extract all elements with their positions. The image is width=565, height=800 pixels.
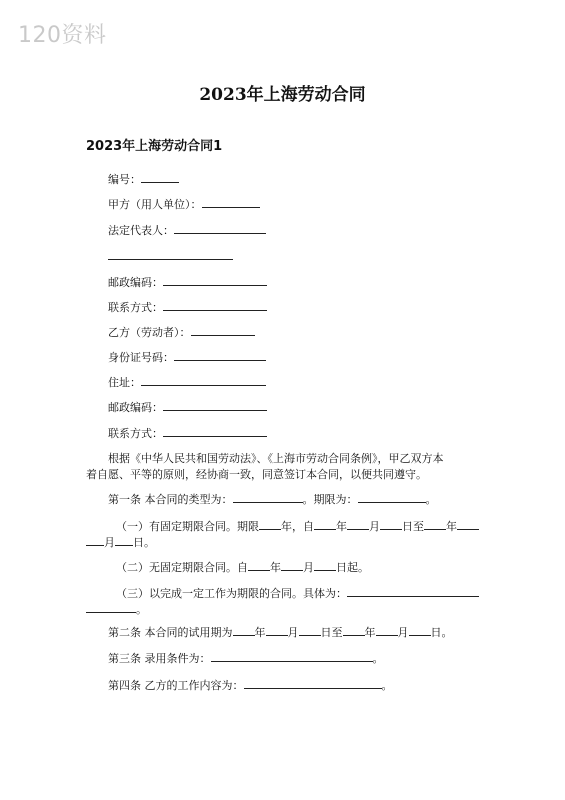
task-term-line-2 — [86, 601, 147, 618]
field-id-number-label: 身份证号码： — [108, 351, 174, 364]
field-address-label: 住址： — [108, 376, 141, 389]
field-address-blank — [141, 374, 266, 386]
fixed-end-month-blank-a — [457, 518, 479, 530]
field-number — [108, 171, 179, 188]
task-term-line-1 — [116, 585, 479, 602]
field-party-b-blank — [191, 324, 255, 336]
article-1 — [108, 491, 437, 508]
preamble-line-1: 根据《中华人民共和国劳动法》、《上海市劳动合同条例》，甲乙双方本 — [108, 452, 444, 465]
fixed-start-day-to: 日至 — [402, 520, 424, 533]
field-contact-b-label: 联系方式： — [108, 427, 163, 440]
article-2-label: 第二条 本合同的试用期为 — [108, 626, 233, 639]
open-start-month-unit: 月 — [303, 561, 314, 574]
article-4-label: 第四条 乙方的工作内容为： — [108, 679, 244, 692]
field-address — [108, 374, 266, 391]
open-start-year-unit: 年 — [270, 561, 281, 574]
task-term-blank-a — [347, 585, 479, 597]
article-3-label: 第三条 录用条件为： — [108, 652, 211, 665]
field-party-a-label: 甲方（用人单位）： — [108, 198, 202, 211]
open-start-day-blank — [314, 559, 336, 571]
article-1-term-blank — [358, 491, 426, 503]
probation-start-day-to: 日至 — [320, 626, 343, 639]
field-postcode-a — [108, 274, 267, 291]
fixed-start-year-blank — [314, 518, 336, 530]
field-postcode-a-label: 邮政编码： — [108, 276, 163, 289]
article-1-term-label: 。期限为： — [302, 493, 358, 506]
task-term-blank-b — [86, 601, 136, 613]
fixed-start-month-blank — [347, 518, 369, 530]
probation-end-month-unit: 月 — [397, 626, 409, 639]
open-term-label: （二）无固定期限合同。自 — [116, 561, 248, 574]
field-id-number-blank — [174, 349, 266, 361]
field-postcode-b-blank — [163, 399, 267, 411]
article-4 — [108, 677, 393, 694]
fixed-end-year-unit: 年 — [446, 520, 457, 533]
article-4-end: 。 — [381, 679, 393, 692]
field-legal-rep-label: 法定代表人： — [108, 224, 174, 237]
fixed-end-month-unit: 月 — [104, 536, 115, 549]
field-contact-a-label: 联系方式： — [108, 301, 163, 314]
article-1-label: 第一条 本合同的类型为： — [108, 493, 233, 506]
fixed-end-year-blank — [424, 518, 446, 530]
task-term-label: （三）以完成一定工作为期限的合同。具体为： — [116, 587, 347, 600]
field-contact-a — [108, 299, 267, 316]
field-contact-b-blank — [163, 425, 267, 437]
probation-end-year-blank — [343, 624, 365, 636]
field-party-a — [108, 196, 260, 213]
fixed-start-year-unit: 年 — [336, 520, 347, 533]
fixed-term-line-2 — [86, 534, 155, 551]
field-legal-rep — [108, 222, 266, 239]
article-3-end: 。 — [372, 652, 384, 665]
field-postcode-b-label: 邮政编码： — [108, 401, 163, 414]
watermark-logo: 120资料 — [18, 23, 107, 48]
article-1-end: 。 — [425, 493, 437, 506]
open-term-line — [116, 559, 369, 576]
field-postcode-a-blank — [163, 274, 267, 286]
probation-start-year-blank — [233, 624, 255, 636]
section-title: 2023年上海劳动合同1 — [86, 139, 223, 154]
article-1-type-blank — [233, 491, 303, 503]
task-term-end: 。 — [136, 603, 147, 616]
field-contact-b — [108, 425, 267, 442]
field-legal-rep-blank — [174, 222, 266, 234]
probation-start-year-unit: 年 — [254, 626, 266, 639]
fixed-end-day-unit: 日。 — [133, 536, 155, 549]
field-number-blank — [141, 171, 179, 183]
fixed-term-year-from: 年，自 — [281, 520, 314, 533]
preamble-line-2: 着自愿、平等的原则，经协商一致，同意签订本合同，以便共同遵守。 — [86, 468, 427, 481]
probation-end-month-blank — [376, 624, 398, 636]
probation-start-day-blank — [299, 624, 321, 636]
fixed-term-years-blank — [259, 518, 281, 530]
article-3-blank — [211, 650, 373, 662]
fixed-start-month-unit: 月 — [369, 520, 380, 533]
open-start-day-unit: 日起。 — [336, 561, 369, 574]
field-party-b — [108, 324, 255, 341]
article-2 — [108, 624, 453, 641]
fixed-term-line-1 — [116, 518, 479, 535]
fixed-start-day-blank — [380, 518, 402, 530]
field-contact-a-blank — [163, 299, 267, 311]
open-start-year-blank — [248, 559, 270, 571]
probation-end-day-blank — [409, 624, 431, 636]
probation-start-month-blank — [266, 624, 288, 636]
document-title: 2023年上海劳动合同 — [199, 85, 366, 105]
field-party-b-label: 乙方（劳动者）： — [108, 326, 191, 339]
open-start-month-blank — [281, 559, 303, 571]
field-postcode-b — [108, 399, 267, 416]
field-number-label: 编号： — [108, 173, 141, 186]
article-3 — [108, 650, 384, 667]
field-legal-rep-continued — [108, 248, 233, 265]
fixed-end-month-blank-b — [86, 534, 104, 546]
fixed-term-label: （一）有固定期限合同。期限 — [116, 520, 259, 533]
probation-start-month-unit: 月 — [287, 626, 299, 639]
fixed-end-day-blank — [115, 534, 133, 546]
field-legal-rep-extra-blank — [108, 248, 233, 260]
probation-end-year-unit: 年 — [364, 626, 376, 639]
field-party-a-blank — [202, 196, 260, 208]
probation-end-day-unit: 日。 — [430, 626, 453, 639]
article-4-blank — [244, 677, 382, 689]
field-id-number — [108, 349, 266, 366]
